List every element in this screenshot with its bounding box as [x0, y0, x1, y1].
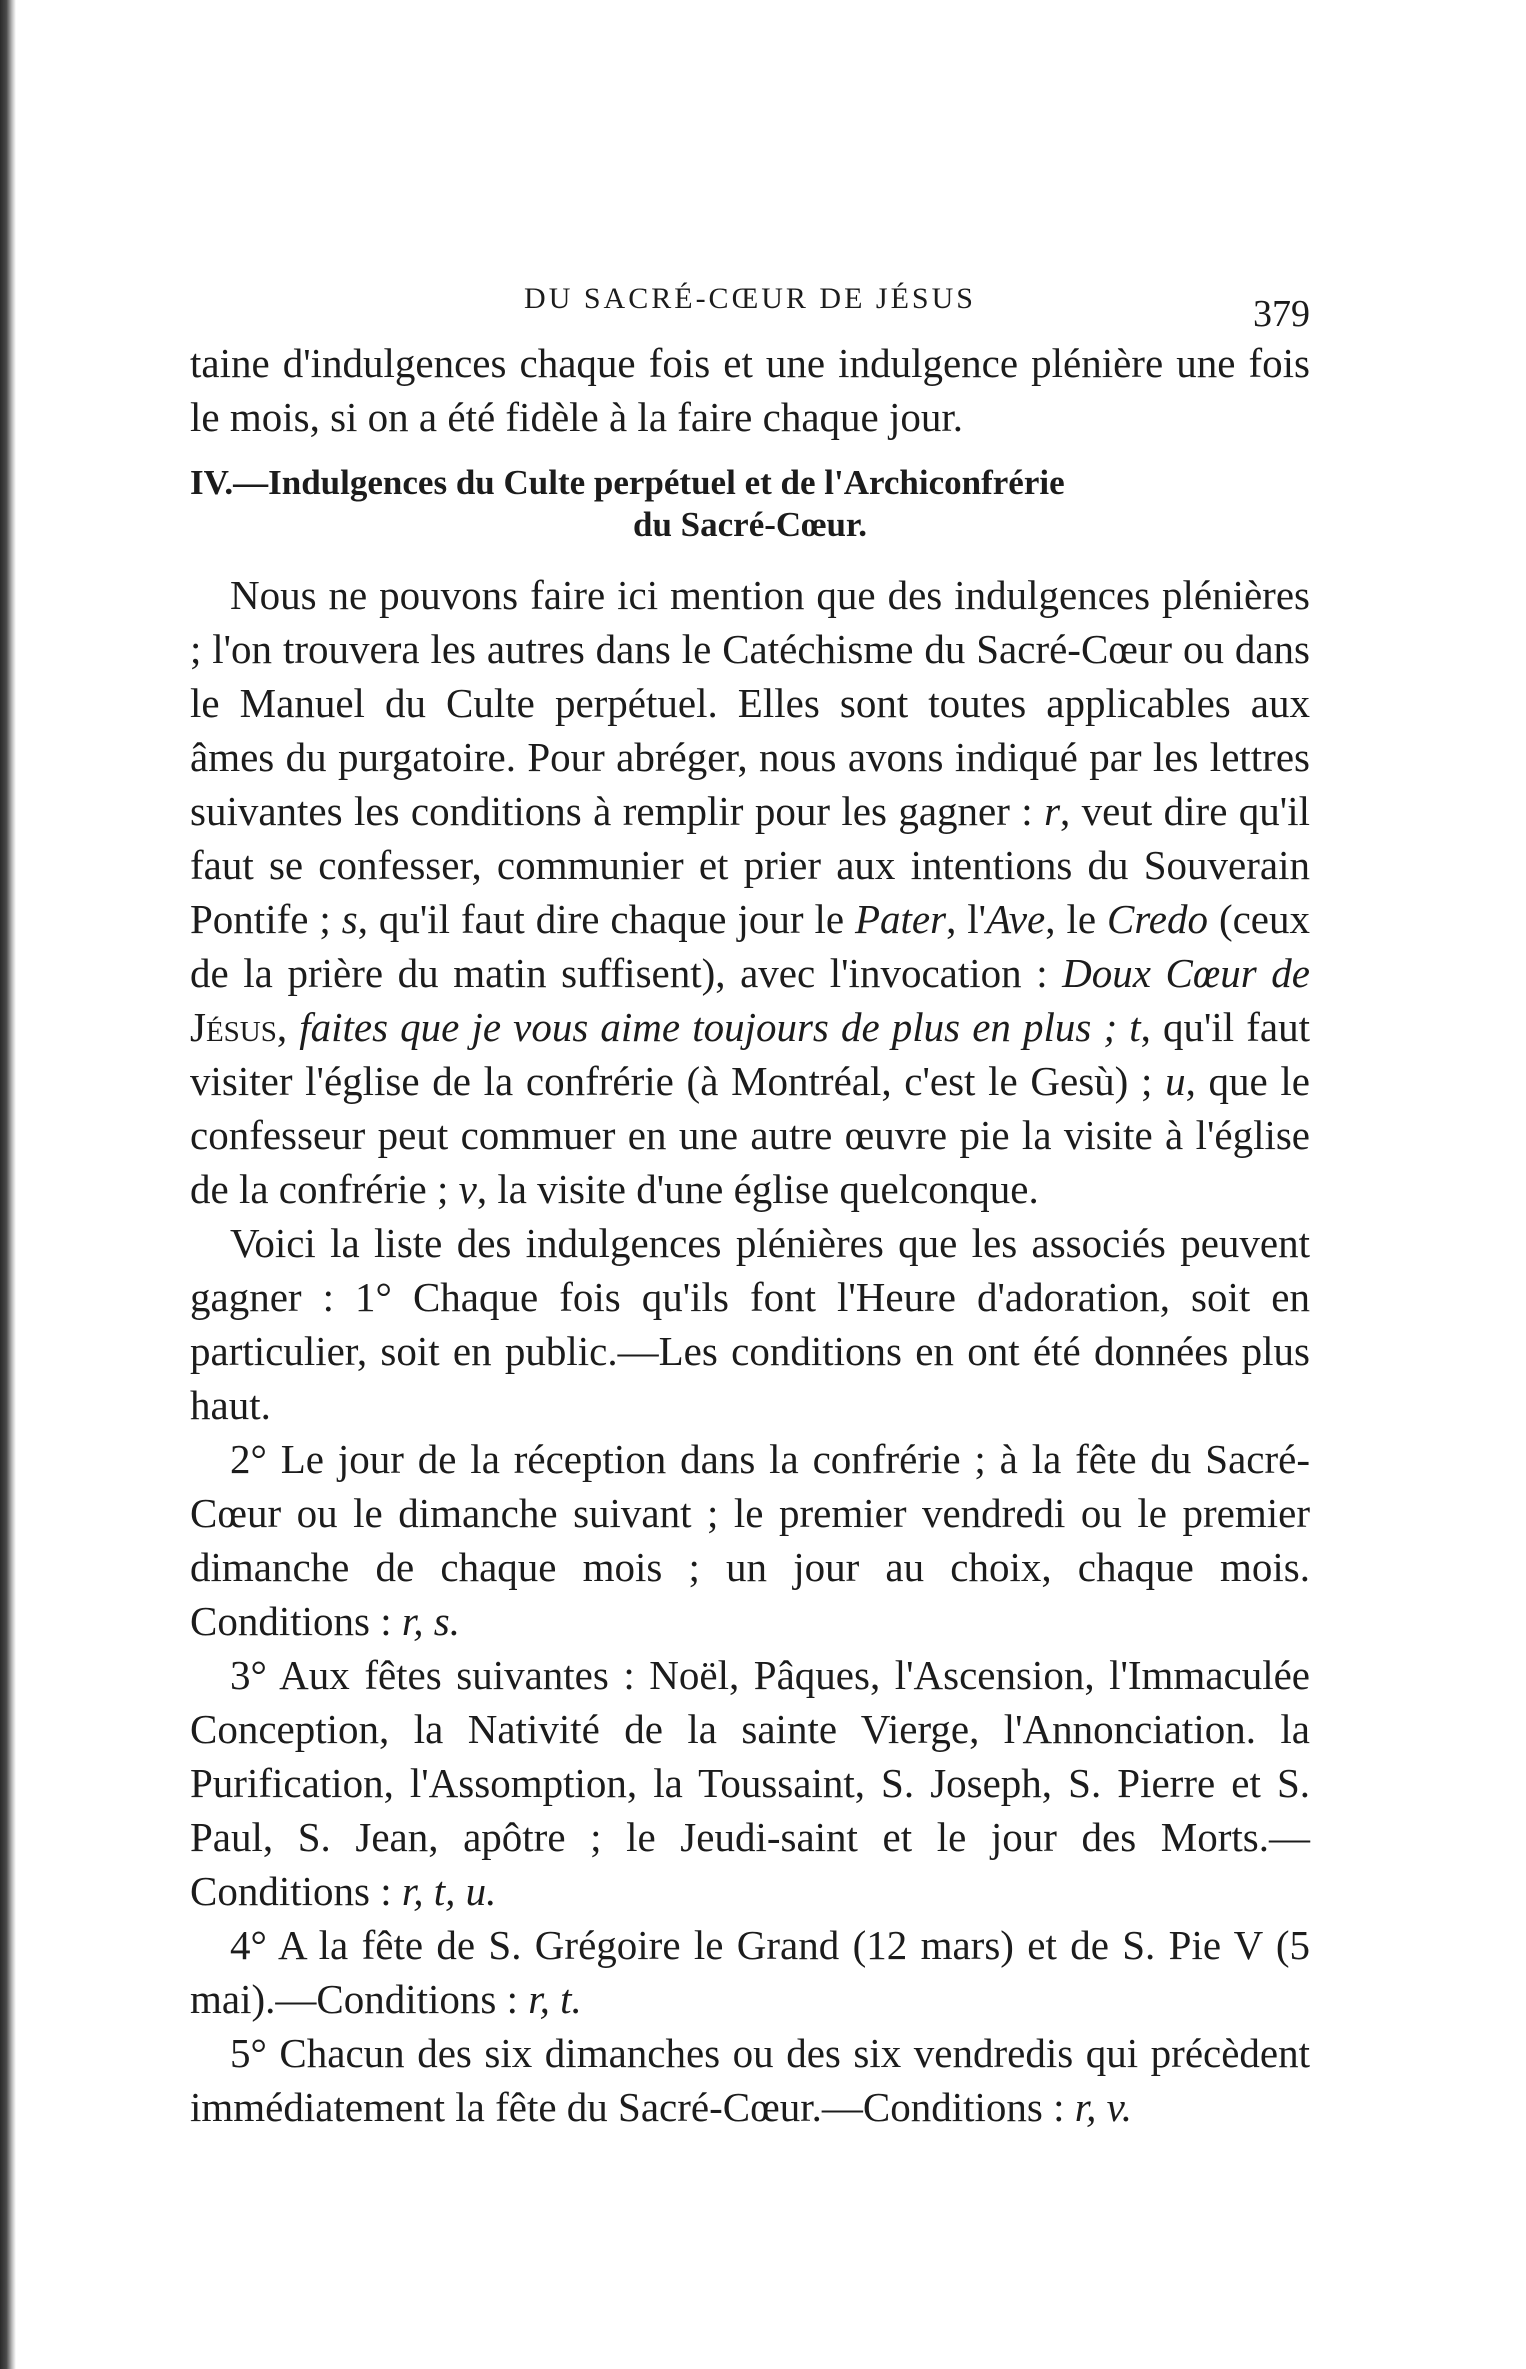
book-page: [190, 270, 1310, 2134]
section-heading-line-1: IV.—Indulgences du Culte perpétuel et de l'Archiconfrérie: [190, 463, 1065, 502]
text-run: 4° A la fête de S. Grégoire le Grand (12 mars) et de S. Pie V (5 mai).—Conditions :: [190, 1922, 1310, 2022]
section-heading: [190, 462, 1310, 546]
paragraph-conditions: [190, 568, 1310, 1216]
text-run: , veut dire qu'il faut se confesser, communier et prier aux intentions du Souverain Pontife ;: [190, 788, 1310, 942]
letter-r: r: [1044, 788, 1061, 834]
paragraph-item-4: [190, 1918, 1310, 2026]
text-run: 3° Aux fêtes suivantes : Noël, Pâques, l'Ascension, l'Immaculée Conception, la Nativité de la sainte Vierge, l'Annonciation. la Purification, l'Assomption, la Toussaint, S. Joseph, S. Pierre et S. Paul, S. Jean, apôtre ; le Jeudi-saint et le jour des Morts.—Conditions :: [190, 1652, 1310, 1914]
text-run: , qu'il faut dire chaque jour le: [357, 896, 855, 942]
invocation-doux-coeur: Doux Cœur de: [1062, 950, 1310, 996]
paragraph-list-intro: Voici la liste des indulgences plénières que les associés peuvent gagner : 1° Chaque fois qu'ils font l'Heure d'adoration, soit en particulier, soit en public.—Les conditions en ont été données plus haut.: [190, 1220, 1310, 1428]
text-run: , le: [1045, 896, 1108, 942]
paragraph-continuation: taine d'indulgences chaque fois et une indulgence plénière une fois le mois, si on a été fidèle à la faire chaque jour.: [190, 340, 1310, 440]
paragraph-item-3: [190, 1648, 1310, 1918]
text-run: , qu'il faut visiter l'église de la confrérie (à Montréal, c'est le Gesù) ;: [190, 1004, 1311, 1104]
body-text: [190, 336, 1310, 2134]
text-run: Nous ne pouvons faire ici mention que des indulgences plénières ; l'on trouvera les autres dans le Catéchisme du Sacré-Cœur ou dans le Manuel du Culte perpétuel. Elles sont toutes applicables aux âmes du purgatoire. Pour abréger, nous avons indiqué par les lettres suivantes les conditions à remplir pour les gagner :: [190, 572, 1310, 834]
paragraph-item-5: [190, 2026, 1310, 2134]
text-run: 2° Le jour de la réception dans la confrérie ; à la fête du Sacré-Cœur ou le dimanche suivant ; le premier vendredi ou le premier dimanche de chaque mois ; un jour au choix, chaque mois. Conditions :: [190, 1436, 1310, 1644]
letter-u: u: [1165, 1058, 1186, 1104]
conditions-letters: r, t, u.: [401, 1868, 497, 1914]
page-number: 379: [1253, 293, 1310, 335]
text-run: , la visite d'une église quelconque.: [476, 1166, 1039, 1212]
word-credo: Credo: [1107, 896, 1208, 942]
running-head: [190, 270, 1310, 335]
section-heading-line-2: du Sacré-Cœur.: [633, 505, 867, 544]
conditions-letters: r, v.: [1074, 2084, 1133, 2130]
conditions-letters: r, s.: [401, 1598, 460, 1644]
word-pater: Pater: [855, 896, 947, 942]
page-binding-edge: [0, 0, 16, 2369]
word-jesus: Jésus,: [190, 1004, 300, 1050]
invocation-faites: faites que je vous aime toujours de plus en plus ;: [299, 1004, 1118, 1050]
text-run: , l': [946, 896, 987, 942]
paragraph-item-2: [190, 1432, 1310, 1648]
letter-t: t: [1117, 1004, 1141, 1050]
text-run: (ceux de la prière du matin suffisent), avec l'invocation :: [190, 896, 1310, 996]
running-title: DU SACRÉ-CŒUR DE JÉSUS: [524, 282, 976, 315]
letter-v: v: [458, 1166, 477, 1212]
letter-s: s: [341, 896, 358, 942]
conditions-letters: r, t.: [528, 1976, 582, 2022]
text-run: 5° Chacun des six dimanches ou des six vendredis qui précèdent immédiatement la fête du Sacré-Cœur.—Conditions :: [190, 2030, 1310, 2130]
text-run: , que le confesseur peut commuer en une autre œuvre pie la visite à l'église de la confrérie ;: [190, 1058, 1310, 1212]
word-ave: Ave: [986, 896, 1046, 942]
